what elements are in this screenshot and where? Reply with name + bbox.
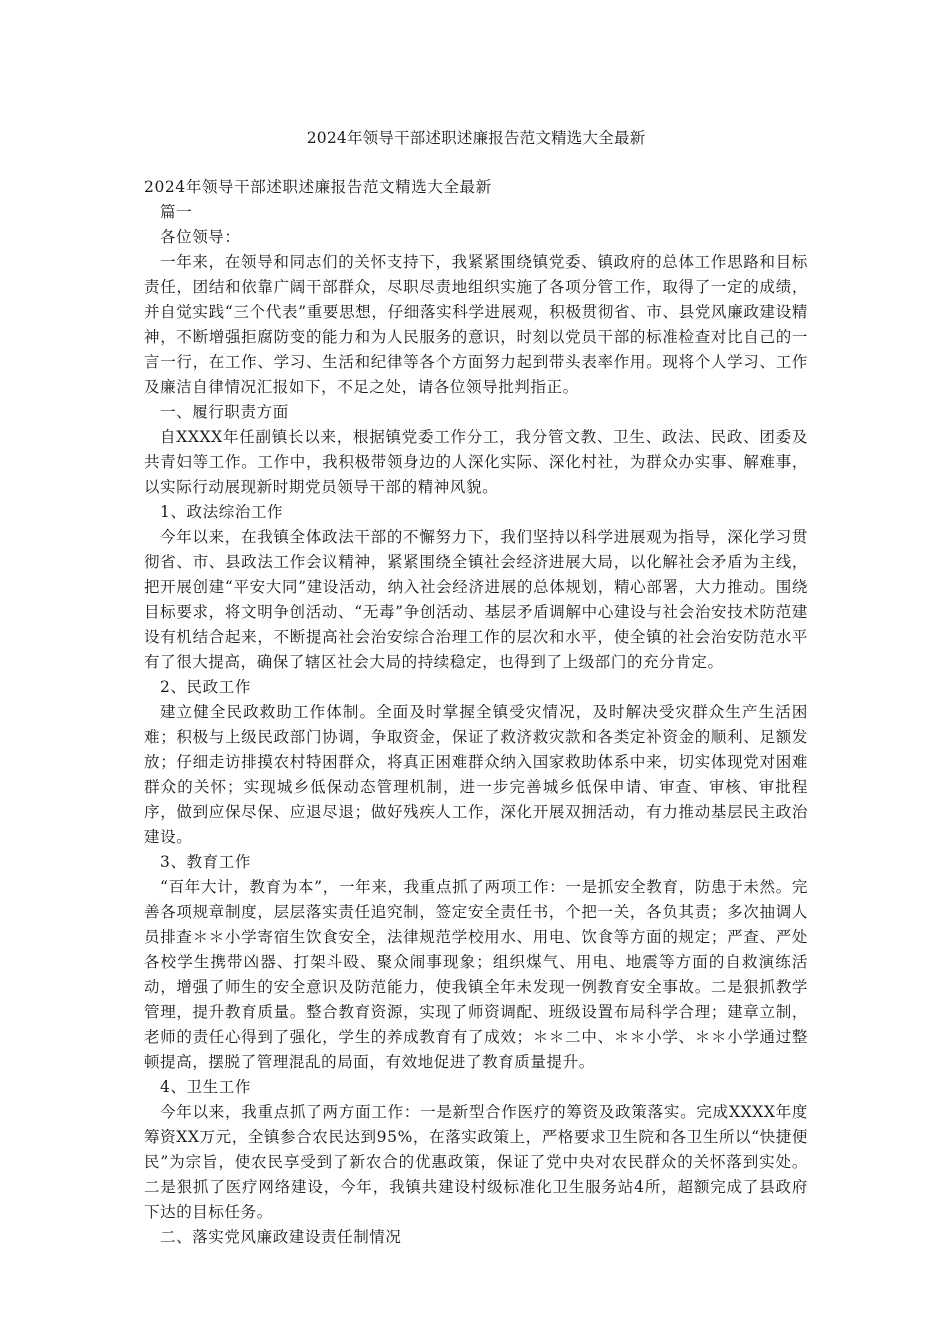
paragraph: 二、落实党风廉政建设责任制情况 [160, 1228, 402, 1246]
paragraph: 自XXXX年任副镇长以来，根据镇党委工作分工，我分管文教、卫生、政法、民政、团委及共青妇等工作。工作中，我积极带领身边的人深化实际、深化村社，为群众办实事、解难事，以实际行动展现新时期党员领导干部的精神风貌。 [144, 428, 808, 496]
paragraph: 1、政法综治工作 [160, 503, 284, 521]
paragraph: 一年来，在领导和同志们的关怀支持下，我紧紧围绕镇党委、镇政府的总体工作思路和目标责任，团结和依靠广阔干部群众，尽职尽责地组织实施了各项分管工作，取得了一定的成绩，并自觉实践“三个代表”重要思想，仔细落实科学进展观，积极贯彻省、市、县党风廉政建设精神，不断增强拒腐防变的能力和为人民服务的意识，时刻以党员干部的标准检查对比自己的一言一行，在工作、学习、生活和纪律等各个方面努力起到带头表率作用。现将个人学习、工作及廉洁自律情况汇报如下，不足之处，请各位领导批判指正。 [144, 253, 808, 396]
paragraph: “百年大计，教育为本”，一年来，我重点抓了两项工作：一是抓安全教育，防患于未然。完善各项规章制度，层层落实责任追究制，签定安全责任书，个把一关，各负其责；多次抽调人员排查＊＊小学寄宿生饮食安全，法律规范学校用水、用电、饮食等方面的规定；严查、严处各校学生携带凶器、打架斗殴、聚众闹事现象；组织煤气、用电、地震等方面的自救演练活动，增强了师生的安全意识及防范能力，使我镇全年未发现一例教育安全事故。二是狠抓教学管理，提升教育质量。整合教育资源，实现了师资调配、班级设置布局科学合理；建章立制，老师的责任心得到了强化，学生的养成教育有了成效；＊＊二中、＊＊小学、＊＊小学通过整顿提高，摆脱了管理混乱的局面，有效地促进了教育质量提升。 [144, 878, 808, 1071]
document-body [144, 175, 808, 1250]
paragraph: 今年以来，我重点抓了两方面工作：一是新型合作医疗的筹资及政策落实。完成XXXX年度筹资XX万元，全镇参合农民达到95%，在落实政策上，严格要求卫生院和各卫生所以“快捷便民”为宗旨，使农民享受到了新农合的优惠政策，保证了党中央对农民群众的关怀落到实处。二是狠抓了医疗网络建设，今年，我镇共建设村级标准化卫生服务站4所，超额完成了县政府下达的目标任务。 [144, 1103, 808, 1221]
paragraph: 2024年领导干部述职述廉报告范文精选大全最新 [144, 178, 492, 196]
document-title: 2024年领导干部述职述廉报告范文精选大全最新 [306, 129, 646, 147]
paragraph: 篇一 [160, 203, 193, 221]
paragraph: 建立健全民政救助工作体制。全面及时掌握全镇受灾情况，及时解决受灾群众生产生活困难；积极与上级民政部门协调，争取资金，保证了救济救灾款和各类定补资金的顺利、足额发放；仔细走访排摸农村特困群众，将真正困难群众纳入国家救助体系中来，切实体现党对困难群众的关怀；实现城乡低保动态管理机制，进一步完善城乡低保申请、审查、审核、审批程序，做到应保尽保、应退尽退；做好残疾人工作，深化开展双拥活动，有力推动基层民主政治建设。 [144, 703, 808, 846]
paragraph: 各位领导： [160, 228, 241, 246]
paragraph: 今年以来，在我镇全体政法干部的不懈努力下，我们坚持以科学进展观为指导，深化学习贯彻省、市、县政法工作会议精神，紧紧围绕全镇社会经济进展大局，以化解社会矛盾为主线，把开展创建“平安大同”建设活动，纳入社会经济进展的总体规划，精心部署，大力推动。围绕目标要求，将文明争创活动、“无毒”争创活动、基层矛盾调解中心建设与社会治安技术防范建设有机结合起来，不断提高社会治安综合治理工作的层次和水平，使全镇的社会治安防范水平有了很大提高，确保了辖区社会大局的持续稳定，也得到了上级部门的充分肯定。 [144, 528, 808, 671]
paragraph: 4、卫生工作 [160, 1078, 251, 1096]
paragraph: 2、民政工作 [160, 678, 251, 696]
paragraph: 3、教育工作 [160, 853, 251, 871]
paragraph: 一、履行职责方面 [160, 403, 289, 421]
